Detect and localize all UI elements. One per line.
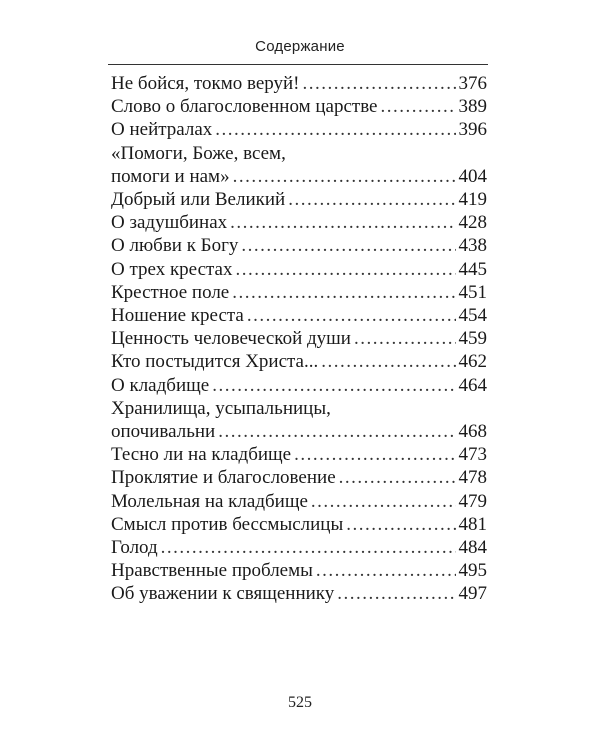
toc-title: Кто постыдится Христа... bbox=[111, 351, 319, 373]
dot-leader bbox=[235, 258, 455, 281]
toc-page-number: 454 bbox=[458, 305, 487, 327]
toc-entry bbox=[111, 211, 487, 234]
toc-entry bbox=[111, 397, 487, 443]
toc-title: Добрый или Великий bbox=[111, 189, 286, 211]
toc-entry bbox=[111, 559, 487, 582]
toc-entry bbox=[111, 118, 487, 141]
toc-page-number: 376 bbox=[458, 73, 487, 94]
dot-leader bbox=[288, 188, 455, 211]
toc-title: Молельная на кладбище bbox=[111, 490, 308, 512]
toc-title: Смысл против бессмыслицы bbox=[111, 513, 344, 535]
toc-page-number: 438 bbox=[458, 235, 487, 257]
table-of-contents bbox=[111, 72, 487, 606]
dot-leader bbox=[241, 234, 455, 257]
toc-entry bbox=[111, 443, 487, 466]
toc-page-number: 428 bbox=[458, 212, 487, 234]
toc-title: Тесно ли на кладбище bbox=[111, 444, 292, 466]
header-rule bbox=[108, 64, 488, 65]
toc-entry bbox=[111, 304, 487, 327]
dot-leader bbox=[346, 513, 455, 536]
toc-page-number: 445 bbox=[458, 258, 487, 280]
toc-page-number: 497 bbox=[458, 583, 487, 605]
dot-leader bbox=[233, 165, 456, 188]
toc-page-number: 468 bbox=[458, 421, 487, 443]
dot-leader bbox=[337, 582, 455, 605]
dot-leader bbox=[212, 374, 455, 397]
dot-leader bbox=[303, 72, 456, 95]
toc-title: Крестное поле bbox=[111, 281, 230, 303]
dot-leader bbox=[354, 327, 456, 350]
dot-leader bbox=[339, 466, 456, 489]
toc-entry bbox=[111, 327, 487, 350]
toc-page-number: 451 bbox=[458, 281, 487, 303]
toc-page-number: 459 bbox=[458, 328, 487, 350]
toc-title: Ценность человеческой души bbox=[111, 328, 351, 350]
toc-title: Об уважении к священнику bbox=[111, 583, 335, 605]
toc-title: Нравственные проблемы bbox=[111, 560, 313, 582]
toc-page-number: 404 bbox=[458, 165, 487, 187]
toc-entry bbox=[111, 350, 487, 373]
dot-leader bbox=[218, 420, 455, 443]
toc-title-line1: «Помоги, Боже, всем, bbox=[111, 142, 286, 164]
dot-leader bbox=[311, 490, 456, 513]
toc-title: О трех крестах bbox=[111, 258, 233, 280]
toc-title: О кладбище bbox=[111, 374, 210, 396]
toc-page-number: 419 bbox=[458, 189, 487, 211]
dot-leader bbox=[294, 443, 455, 466]
toc-page-number: 389 bbox=[458, 96, 487, 118]
dot-leader bbox=[321, 350, 455, 373]
toc-entry bbox=[111, 466, 487, 489]
toc-page-number: 473 bbox=[458, 444, 487, 466]
dot-leader bbox=[247, 304, 456, 327]
toc-entry bbox=[111, 582, 487, 605]
toc-title: О любви к Богу bbox=[111, 235, 239, 257]
toc-page-number: 478 bbox=[458, 467, 487, 489]
toc-title: Не бойся, токмо веруй! bbox=[111, 73, 300, 94]
toc-entry bbox=[111, 258, 487, 281]
toc-title: Слово о благословенном царстве bbox=[111, 96, 378, 118]
running-head: Содержание bbox=[255, 38, 345, 55]
toc-page-number: 396 bbox=[458, 119, 487, 141]
toc-entry bbox=[111, 234, 487, 257]
dot-leader bbox=[215, 118, 455, 141]
page-number: 525 bbox=[288, 694, 312, 711]
toc-page-number: 484 bbox=[458, 537, 487, 559]
toc-title-line1: Хранилища, усыпальницы, bbox=[111, 397, 331, 419]
toc-title: О нейтралах bbox=[111, 119, 213, 141]
toc-title: О задушбинах bbox=[111, 212, 228, 234]
toc-title: Голод bbox=[111, 537, 158, 559]
dot-leader bbox=[230, 211, 455, 234]
toc-entry bbox=[111, 95, 487, 118]
toc-entry bbox=[111, 142, 487, 188]
toc-title: помоги и нам» bbox=[111, 165, 230, 187]
toc-entry bbox=[111, 72, 487, 95]
toc-page-number: 481 bbox=[458, 513, 487, 535]
toc-title: Проклятие и благословение bbox=[111, 467, 336, 489]
dot-leader bbox=[161, 536, 456, 559]
toc-entry bbox=[111, 513, 487, 536]
toc-page-number: 462 bbox=[458, 351, 487, 373]
toc-entry bbox=[111, 536, 487, 559]
toc-title: Ношение креста bbox=[111, 305, 244, 327]
toc-entry bbox=[111, 281, 487, 304]
dot-leader bbox=[232, 281, 455, 304]
toc-entry bbox=[111, 188, 487, 211]
toc-title: опочивальни bbox=[111, 421, 216, 443]
dot-leader bbox=[316, 559, 456, 582]
toc-entry bbox=[111, 490, 487, 513]
toc-page-number: 464 bbox=[458, 374, 487, 396]
toc-page-number: 495 bbox=[458, 560, 487, 582]
toc-entry bbox=[111, 374, 487, 397]
dot-leader bbox=[380, 95, 455, 118]
toc-page-number: 479 bbox=[458, 490, 487, 512]
